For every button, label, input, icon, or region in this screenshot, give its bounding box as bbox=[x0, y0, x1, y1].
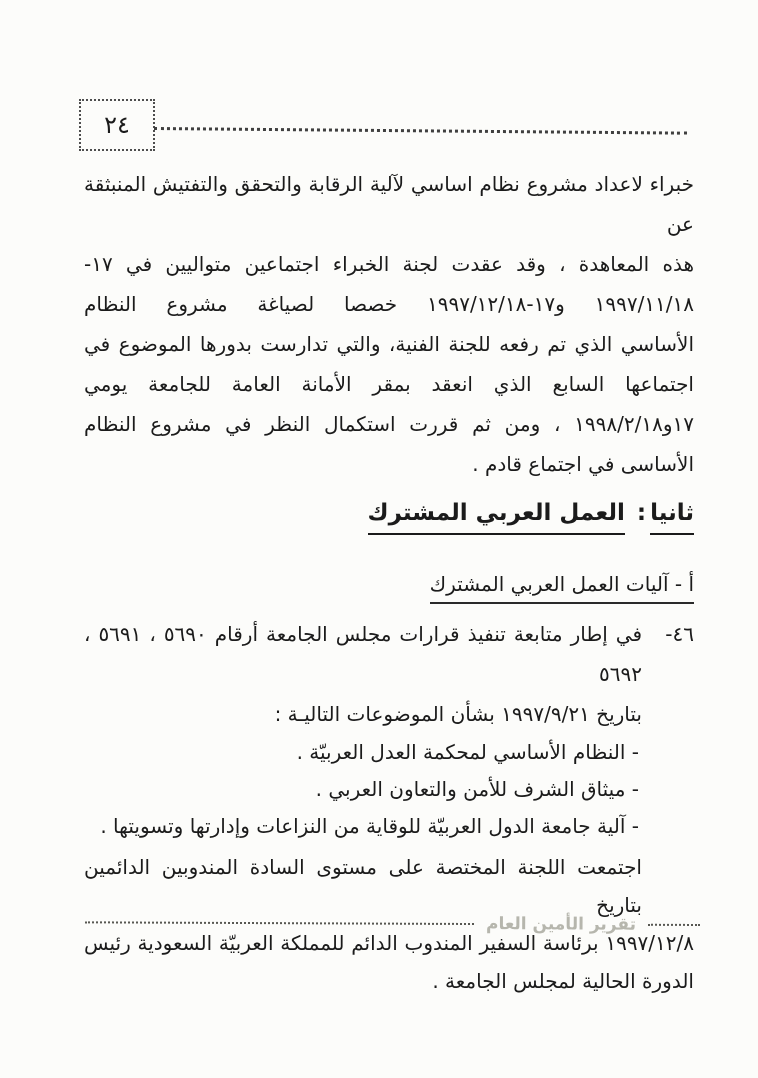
footer-dotted-rule-right bbox=[648, 924, 700, 926]
body-line: الدورة الحالية لمجلس الجامعة . bbox=[432, 969, 694, 993]
page-number-box bbox=[79, 99, 155, 151]
item-content bbox=[84, 614, 642, 845]
subsection-heading-mechanisms bbox=[84, 572, 694, 596]
paragraph-treaty-experts bbox=[84, 164, 694, 484]
section-heading-colon: : bbox=[636, 500, 647, 526]
body-line: الأساسى في اجتماع قادم . bbox=[472, 452, 694, 476]
list-item-honor-charter: - ميثاق الشرف للأمن والتعاون العربي . bbox=[315, 777, 639, 801]
numbered-item-46 bbox=[84, 614, 694, 845]
list-item-dispute-mechanism: - آلية جامعة الدول العربيّة للوقاية من النزاعات وإدارتها وتسويتها . bbox=[100, 814, 639, 838]
body-line: الأساسي الذي تم رفعه للجنة الفنية، والتي تدارست بدورها الموضوع في bbox=[84, 332, 694, 356]
page-footer bbox=[85, 912, 700, 935]
header-dotted-rule bbox=[154, 127, 687, 135]
list-item-court-statute: - النظام الأساسي لمحكمة العدل العربيّة . bbox=[296, 740, 639, 764]
section-heading-joint-arab-action bbox=[84, 500, 694, 572]
item-line: في إطار متابعة تنفيذ قرارات مجلس الجامعة أرقام ٥٦٩٠ ، ٥٦٩١ ، ٥٦٩٢ bbox=[84, 622, 642, 686]
body-line: اجتمعت اللجنة المختصة على مستوى السادة المندوبين الدائمين بتاريخ bbox=[84, 855, 642, 917]
body-line: هذه المعاهدة ، وقد عقدت لجنة الخبراء اجتماعين متواليين في ١٧- bbox=[84, 252, 694, 276]
footer-title: تقرير الأمين العام bbox=[485, 914, 637, 935]
section-heading-label: ثانيا bbox=[650, 500, 694, 535]
body-line: ١٩٩٧/١١/١٨ و١٧-١٩٩٧/١٢/١٨ خصصا لصياغة مشروع النظام bbox=[84, 292, 695, 316]
footer-dotted-rule-left bbox=[85, 921, 474, 925]
body-line: اجتماعها السابع الذي انعقد بمقر الأمانة العامة للجامعة يومي bbox=[84, 372, 694, 396]
item-line: بتاريخ ١٩٩٧/٩/٢١ بشأن الموضوعات التاليـة : bbox=[274, 702, 642, 726]
section-heading-title: العمل العربي المشترك bbox=[368, 500, 625, 535]
page-number: ٢٤ bbox=[104, 111, 130, 139]
body-line: خبراء لاعداد مشروع نظام اساسي لآلية الرقابة والتحقق والتفتيش المنبثقة عن bbox=[84, 172, 694, 236]
subsection-heading-title: أ - آليات العمل العربي المشترك bbox=[430, 572, 694, 604]
document-body bbox=[84, 164, 694, 1000]
item-number: ٤٦- bbox=[665, 622, 694, 646]
body-line: ١٩٩٧/١٢/٨ برئاسة السفير المندوب الدائم للمملكة العربيّة السعودية رئيس bbox=[84, 931, 694, 955]
body-line: ١٧و١٩٩٨/٢/١٨ ، ومن ثم قررت استكمال النظر في مشروع النظام bbox=[84, 412, 694, 436]
